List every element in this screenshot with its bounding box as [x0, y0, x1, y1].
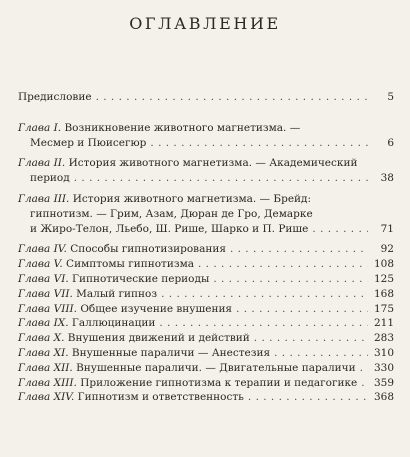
toc-entry-line — [18, 156, 394, 171]
page-number: 283 — [373, 332, 394, 345]
dot-leader — [150, 136, 368, 151]
dot-leader — [361, 376, 368, 391]
chapter-title: Возникновение животного магнетизма. — — [64, 121, 301, 134]
toc-entry-ch7 — [18, 287, 394, 302]
dot-leader — [230, 242, 368, 257]
toc-entry-line — [18, 171, 394, 186]
toc-entry-preface — [18, 90, 394, 105]
toc-entry-line — [18, 222, 394, 237]
toc-entry-line — [18, 376, 394, 391]
toc-entry-line — [18, 121, 394, 136]
chapter-title: Внушения движений и действий — [67, 332, 250, 345]
chapter-number: Глава V. — [18, 258, 67, 271]
toc-entry-ch5 — [18, 257, 394, 272]
toc-entry-ch14 — [18, 390, 394, 405]
toc-entry-ch10 — [18, 331, 394, 346]
chapter-number: Глава VIII. — [18, 302, 81, 315]
chapter-title: Симптомы гипнотизма — [66, 258, 194, 271]
chapter-number: Глава XIII. — [18, 376, 81, 389]
dot-leader — [254, 331, 368, 346]
chapter-title: Приложение гипнотизма к терапии и педагогике — [80, 376, 358, 389]
toc-entry-ch13 — [18, 376, 394, 391]
toc-entry-line — [18, 90, 394, 105]
page-number: 211 — [373, 317, 394, 330]
page-number: 6 — [387, 136, 394, 149]
table-of-contents — [18, 90, 394, 405]
page-number: 168 — [373, 287, 394, 300]
dot-leader — [312, 222, 368, 237]
dot-leader — [96, 90, 368, 105]
page-number: 92 — [380, 243, 394, 256]
chapter-title: История животного магнетизма. — Академический — [68, 157, 358, 170]
chapter-title: История животного магнетизма. — Брейд: — [72, 192, 312, 205]
entry-spacer — [18, 105, 394, 121]
page-number: 125 — [373, 272, 394, 285]
chapter-number: Глава XII. — [18, 361, 77, 374]
toc-entry-line — [18, 287, 394, 302]
dot-leader — [360, 361, 368, 376]
toc-entry-line — [18, 192, 394, 207]
toc-entry-ch2 — [18, 156, 394, 186]
toc-entry-line — [18, 390, 394, 405]
toc-entry-ch9 — [18, 316, 394, 331]
page-number: 368 — [373, 391, 394, 404]
chapter-number: Глава I. — [18, 121, 65, 134]
chapter-number: Глава II. — [18, 157, 69, 170]
page-number: 5 — [387, 91, 394, 103]
chapter-title: Способы гипнотизирования — [70, 243, 226, 256]
chapter-title: Предисловие — [18, 91, 92, 103]
toc-entry-line — [18, 361, 394, 376]
toc-entry-ch8 — [18, 302, 394, 317]
dot-leader — [248, 390, 368, 405]
chapter-number: Глава III. — [18, 192, 73, 205]
page-number: 71 — [380, 222, 394, 235]
toc-entry-ch6 — [18, 272, 394, 287]
chapter-title: Галлюцинации — [71, 317, 156, 330]
dot-leader — [198, 257, 368, 272]
toc-entry-ch11 — [18, 346, 394, 361]
chapter-title: и Жиро-Телон, Льебо, Ш. Рише, Шарко и П. Рише — [30, 222, 309, 235]
page-number: 38 — [380, 172, 394, 185]
page-number: 108 — [373, 258, 394, 271]
page-number: 330 — [373, 361, 394, 374]
toc-entry-ch12 — [18, 361, 394, 376]
dot-leader — [161, 287, 368, 302]
chapter-title: Общее изучение внушения — [80, 302, 233, 315]
dot-leader — [74, 171, 368, 186]
chapter-title: Гипнотические периоды — [72, 272, 210, 285]
dot-leader — [274, 346, 368, 361]
chapter-number: Глава VII. — [18, 287, 77, 300]
page-number: 175 — [373, 302, 394, 315]
chapter-number: Глава IX. — [18, 317, 72, 330]
toc-entry-line — [18, 331, 394, 346]
page-title: ОГЛАВЛЕНИЕ — [129, 14, 281, 33]
chapter-title: период — [30, 172, 70, 185]
chapter-number: Глава X. — [18, 332, 68, 345]
toc-entry-line — [18, 346, 394, 361]
toc-entry-line — [18, 302, 394, 317]
chapter-number: Глава VI. — [18, 272, 73, 285]
toc-entry-line — [18, 272, 394, 287]
chapter-title: Внушенные параличи — Анестезия — [71, 346, 271, 359]
toc-entry-ch1 — [18, 121, 394, 151]
chapter-title: Месмер и Пюисегюр — [30, 136, 147, 149]
chapter-title: гипнотизм. — Грим, Азам, Дюран де Гро, Демарке — [30, 207, 313, 220]
toc-entry-line — [18, 207, 394, 222]
page-number: 310 — [373, 346, 394, 359]
chapter-number: Глава XI. — [18, 346, 72, 359]
dot-leader — [236, 302, 368, 317]
chapter-number: Глава IV. — [18, 243, 71, 256]
chapter-title: Внушенные параличи. — Двигательные параличи — [76, 361, 356, 374]
toc-entry-line — [18, 257, 394, 272]
chapter-number: Глава XIV. — [18, 391, 78, 404]
toc-entry-ch3 — [18, 192, 394, 236]
toc-entry-line — [18, 316, 394, 331]
toc-entry-ch4 — [18, 242, 394, 257]
toc-entry-line — [18, 136, 394, 151]
dot-leader — [159, 316, 368, 331]
chapter-title: Гипнотизм и ответственность — [77, 391, 244, 404]
page-number: 359 — [373, 376, 394, 389]
chapter-title: Малый гипноз — [76, 287, 158, 300]
dot-leader — [213, 272, 368, 287]
toc-entry-line — [18, 242, 394, 257]
